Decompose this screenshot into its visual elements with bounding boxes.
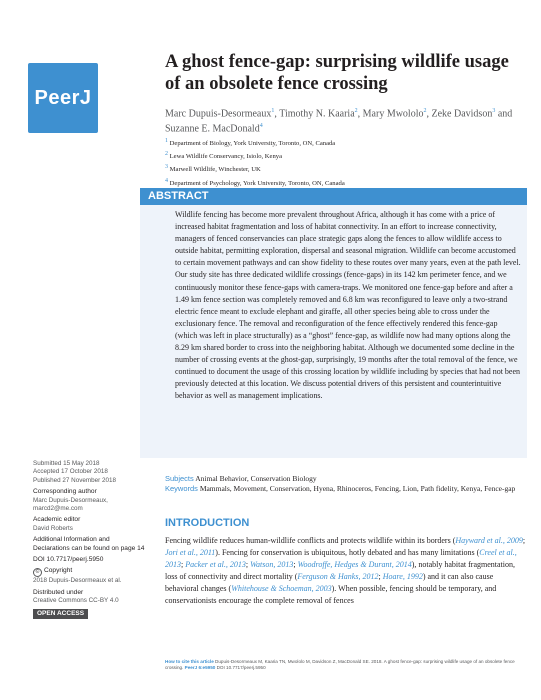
abstract-text: Wildlife fencing has become more prevalent throughout Africa, although it has come with a price of increased habitat fragmentation and loss of habitat connectivity. In an effort to increase connectivity, managers of fenced conservancies can place strategic gaps along the fences to allow wildlife access to outside habitat, permitting exploration, dispersal and seasonal migration. Wildlife can become accustomed to certain movement pathways and can show fidelity to these routes over many years, even at the path level. Our study site has three dedicated wildlife crossings (fence-gaps) in its 142 km perimeter fence, and we continuously monitor these fence-gaps with camera-traps. We monitored one fence-gap before and after a 1.49 km fence section was completely removed and 6.8 km was reconfigured to leave only a two-strand electric fence meant to exclude elephant and giraffe, all other species being able to cross under the exclusionary fence. The removal and reconfiguration of the fence effectively rendered this fence-gap (which was left in place structurally) as a “ghost” fence-gap, as wildlife now had many options along the 8.29 km shared border to cross into the neighboring habitat. Although we documented some decline in the number of crossing events at the ghost-gap, surprisingly, 19 months after the total removal of the fence, we continued to document the usage of this crossing location by wildlife including by species that had not been previously detected at this location. We discuss potential drivers of this persistent and counterintuitive behavior as well as management implications. — [175, 210, 521, 401]
how-to-cite — [165, 659, 525, 671]
affiliation-line: $^2$ Lewa Wildlife Conservancy, Isiolo, Kenya — [165, 151, 282, 161]
published-date: Published 27 November 2018 — [33, 476, 116, 484]
additional-info: Additional Information and Declarations can be found on page 14 — [33, 536, 145, 552]
citation-link[interactable]: Woodroffe, Hedges & Durant, 2014 — [297, 560, 412, 570]
affiliation-line: $^4$ Department of Psychology, York University, Toronto, ON, Canada — [165, 177, 345, 187]
author-name[interactable]: Timothy N. Kaaria — [279, 108, 355, 120]
citation-link[interactable]: Hoare, 1992 — [382, 572, 423, 582]
introduction-paragraph: Fencing wildlife reduces human-wildlife conflicts and protects wildlife within its borders (Hayward et al., 2009; Jori et al., 2011). Fencing for conservation is ubiquitous, hotly debated and has many limitations (Creel et al., 2013; Packer et al., 2013; Watson, 2013; Woodroffe, Hedges & Durant, 2014), notably habitat fragmentation, loss of connectivity and direct mortality (Ferguson & Hanks, 2012; Hoare, 1992) and it can also cause behavioral changes (Whitehouse & Schoeman, 2003). When possible, fencing should be temporary, and conservationists encourage the complete removal of fences — [165, 536, 526, 606]
citation-link[interactable]: Hayward et al., 2009 — [455, 536, 523, 545]
affiliation-line: $^3$ Marwell Wildlife, Winchester, UK — [165, 164, 261, 174]
copyright-icon: © — [33, 568, 42, 577]
citation-link[interactable]: Creel et al., 2013 — [165, 548, 517, 570]
citation-link[interactable]: Packer et al., 2013 — [185, 560, 246, 570]
author-affiliation-marker: 3 — [492, 108, 496, 114]
citation-link[interactable]: Watson, 2013 — [250, 560, 294, 570]
citation-link[interactable]: Jori et al., 2011 — [165, 548, 216, 558]
article-title: A ghost fence-gap: surprising wildlife usage of an obsolete fence crossing — [165, 52, 509, 94]
author-name[interactable]: Suzanne E. MacDonald — [165, 123, 260, 135]
author-name[interactable]: Zeke Davidson — [431, 108, 493, 120]
citation-link[interactable]: Ferguson & Hanks, 2012 — [297, 572, 379, 582]
introduction-heading: INTRODUCTION — [165, 517, 250, 529]
journal-ref: PeerJ 6:e5950 — [184, 665, 216, 670]
peerj-logo[interactable]: PeerJ — [28, 63, 98, 133]
citation-link[interactable]: Whitehouse & Schoeman, 2003 — [231, 584, 332, 594]
subjects-text: Animal Behavior, Conservation Biology — [195, 474, 317, 483]
author-name[interactable]: Marc Dupuis-Desormeaux — [165, 108, 272, 120]
citation-text: Dupuis-Desormeaux M, Kaaria TN, Mwololo M, Davidson Z, MacDonald SE. 2018. A ghost fence-gap: surprising wildlife usage of an obsolete fence crossing. — [165, 659, 515, 670]
author-affiliation-marker: 4 — [259, 123, 263, 130]
corresponding-author-email[interactable]: marcd2@me.com — [33, 505, 83, 513]
author-name[interactable]: Mary Mwololo — [362, 108, 424, 120]
author-list: Marc Dupuis-Desormeaux$^1$, Timothy N. Kaaria$^2$, Mary Mwololo$^2$, Zeke Davidson$^3$ and Suzanne E. MacDonald$^4$ — [165, 108, 513, 135]
academic-editor-label: Academic editor — [33, 516, 81, 524]
affiliations — [165, 136, 525, 189]
copyright-text: 2018 Dupuis-Desormeaux et al. — [33, 577, 122, 585]
keywords-label: Keywords — [165, 484, 198, 493]
subjects-label: Subjects — [165, 474, 194, 483]
subjects-keywords — [165, 474, 525, 494]
article-info-sidebar — [33, 460, 148, 619]
corresponding-author-label: Corresponding author — [33, 488, 97, 496]
academic-editor-name: David Roberts — [33, 524, 73, 532]
doi[interactable]: DOI 10.7717/peerj.5950 — [33, 556, 104, 564]
keywords-text: Mammals, Movement, Conservation, Hyena, Rhinoceros, Fencing, Lion, Path fidelity, Kenya, Fence-gap — [199, 484, 516, 493]
author-affiliation-marker: 2 — [354, 108, 358, 114]
corresponding-author-name: Marc Dupuis-Desormeaux, — [33, 496, 108, 504]
author-affiliation-marker: 2 — [423, 108, 427, 114]
accepted-date: Accepted 17 October 2018 — [33, 468, 108, 476]
distribution-label: Distributed under — [33, 588, 84, 596]
copyright-label: Copyright — [44, 567, 73, 575]
open-access-badge: OPEN ACCESS — [33, 609, 88, 619]
abstract-heading: ABSTRACT — [140, 188, 527, 205]
how-to-cite-label: How to cite this article — [165, 659, 214, 664]
affiliation-line: $^1$ Department of Biology, York University, Toronto, ON, Canada — [165, 138, 336, 148]
submitted-date: Submitted 15 May 2018 — [33, 460, 100, 467]
author-affiliation-marker: 1 — [271, 108, 275, 114]
abstract-box — [140, 205, 527, 458]
footer-doi[interactable]: DOI 10.7717/peerj.5950 — [216, 665, 266, 670]
license-text[interactable]: Creative Commons CC-BY 4.0 — [33, 597, 119, 605]
